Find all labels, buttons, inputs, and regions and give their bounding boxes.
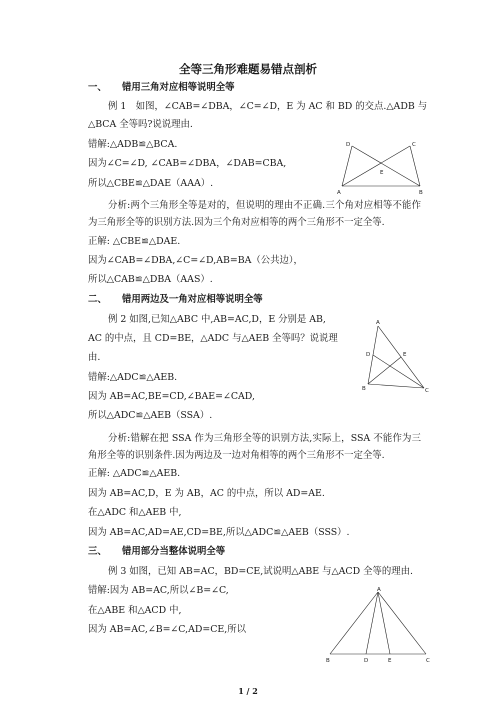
example-2-correct-reason: 因为 AB=AC,D，E 为 AB，AC 的中点，所以 AD=AE.	[88, 488, 325, 499]
fig2-label-d: D	[366, 352, 371, 358]
fig2-label-e: E	[403, 352, 407, 358]
example-2-correct-step: 在△ADC 和△AEB 中,	[88, 507, 182, 518]
fig3-label-a: A	[377, 587, 381, 593]
section-number: 一、	[88, 82, 107, 93]
example-3-question: 例 3 如图，已知 AB=AC，BD=CE,试说明△ABE 与△ACD 全等的理由.	[108, 566, 413, 577]
fig3-label-b: B	[326, 658, 330, 664]
example-3-wrong-reason: 因为 AB=AC,∠B=∠C,AD=CE,所以	[88, 624, 246, 635]
example-2-correct-conclusion: 因为 AB=AC,AD=AE,CD=BE,所以△ADC≌△AEB（SSS）.	[88, 527, 350, 538]
fig3-label-e: E	[388, 658, 392, 664]
example-2-wrong-answer: 错解:△ADC≌△AEB.	[88, 372, 178, 383]
section-number: 二、	[88, 294, 107, 305]
example-3-wrong-step: 在△ABE 和△ACD 中,	[88, 605, 182, 616]
fig3-label-c: C	[426, 658, 430, 664]
example-1-correct-conclusion: 所以△CAB≌△DBA（AAS）.	[88, 274, 213, 285]
example-2-wrong-conclusion: 所以△ADC≌△AEB（SSA）.	[88, 410, 213, 421]
figure-1-diagram	[336, 138, 426, 196]
fig1-label-a: A	[337, 190, 341, 196]
fig1-label-d: D	[346, 142, 351, 148]
example-1-question-cont: △BCA 全等吗?说说理由.	[88, 119, 193, 130]
section-heading-1	[88, 82, 235, 94]
example-2-question-end: 由.	[88, 352, 101, 363]
example-1-wrong-reason: 因为∠C=∠D, ∠CAB=∠DBA，∠DAB=CBA,	[88, 158, 287, 169]
section-title: 错用部分当整体说明全等	[122, 546, 226, 557]
figure-3-diagram	[322, 586, 434, 666]
example-1-correct-answer: 正解: △CBE≌△DAE.	[88, 236, 181, 247]
example-3-wrong-answer: 错解:因为 AB=AC,所以∠B=∠C,	[88, 585, 229, 596]
section-title: 错用两边及一角对应相等说明全等	[122, 294, 263, 305]
page-number: 1 / 2	[238, 686, 258, 696]
example-2-question: 例 2 如图,已知△ABC 中,AB=AC,D，E 分别是 AB,	[108, 314, 326, 325]
fig3-label-d: D	[364, 658, 369, 664]
example-2-analysis: 分析:错解在把 SSA 作为三角形全等的识别方法,实际上，SSA 不能作为三角形全等的识别条件.因为两边及一边对角相等的两个三角形不一定全等.	[88, 433, 421, 461]
example-1-correct-reason: 因为∠CAB=∠DBA,∠C=∠D,AB=BA（公共边），	[88, 255, 303, 266]
example-2-correct-answer: 正解: △ADC≌△AEB.	[88, 468, 181, 479]
section-heading-3	[88, 546, 225, 558]
example-1-wrong-conclusion: 所以△CBE≌△DAE（AAA）.	[88, 178, 214, 189]
example-1-wrong-answer: 错解:△ADB≌△BCA.	[88, 139, 178, 150]
fig1-label-c: C	[412, 142, 416, 148]
section-heading-2	[88, 294, 263, 306]
example-1-question: 例 1 如图，∠CAB=∠DBA，∠C=∠D，E 为 AC 和 BD 的交点.△ADB 与	[108, 101, 428, 112]
fig2-label-b: B	[362, 386, 366, 392]
figure-2-diagram	[360, 318, 432, 398]
fig2-label-a: A	[376, 320, 380, 326]
fig2-label-c: C	[425, 388, 429, 394]
example-2-question-cont: AC 的中点，且 CD=BE，△ADC 与△AEB 全等吗？说说理	[88, 333, 338, 344]
example-1-analysis: 分析:两个三角形全等是对的，但说明的理由不正确.三个角对应相等不能作为三角形全等的识别方法.因为三个角对应相等的两个三角形不一定全等.	[88, 200, 421, 228]
example-2-wrong-reason: 因为 AB=AC,BE=CD,∠BAE=∠CAD,	[88, 391, 255, 402]
section-number: 三、	[88, 546, 107, 557]
section-title: 错用三角对应相等说明全等	[122, 82, 235, 93]
fig1-label-b: B	[419, 190, 423, 196]
page-title: 全等三角形难题易错点剖析	[179, 62, 317, 76]
fig1-label-e: E	[380, 170, 384, 176]
